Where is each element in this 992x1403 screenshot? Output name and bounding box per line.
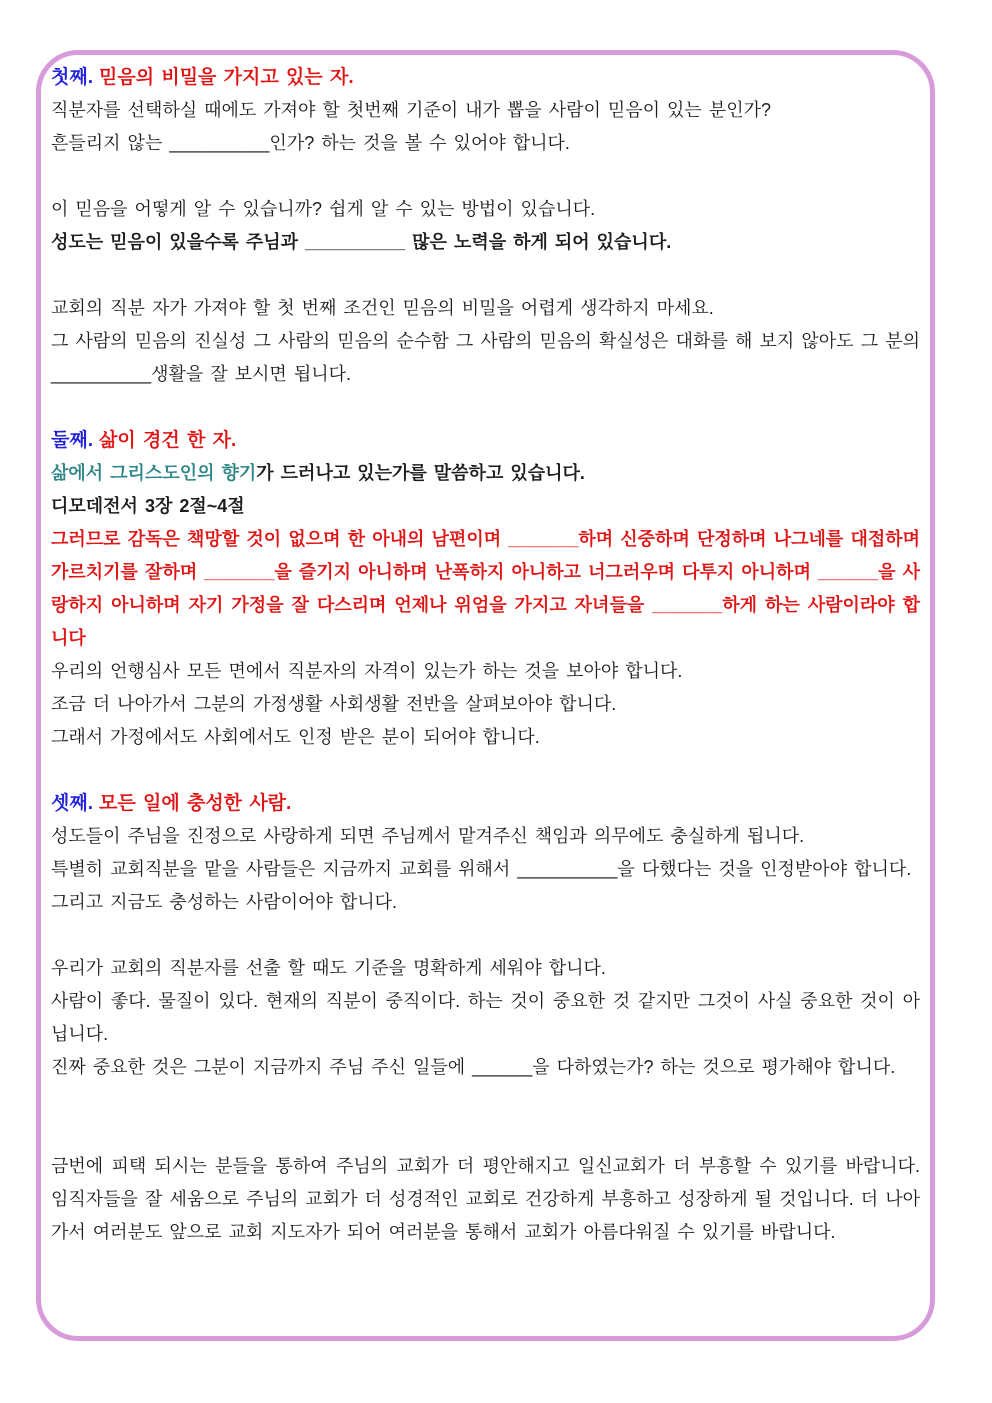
section2-heading-number: 둘째. (51, 430, 93, 451)
section2-lead-rest: 가 드러나고 있는가를 말씀하고 있습니다. (256, 463, 585, 483)
blank-line (51, 391, 920, 424)
section2-paragraph-2: 조금 더 나아가서 그분의 가정생활 사회생활 전반을 살펴보아야 합니다. (51, 694, 617, 714)
section1-paragraph-2-with-blank: 흔들리지 않는 __________인가? 하는 것을 볼 수 있어야 합니다. (51, 133, 570, 153)
section1-paragraph-3: 이 믿음을 어떻게 알 수 있습니까? 쉽게 알 수 있는 방법이 있습니다. (51, 199, 596, 219)
blank-line (51, 160, 920, 193)
section3-paragraph-4: 우리가 교회의 직분자를 선출 할 때도 기준을 명확하게 세워야 합니다. (51, 958, 606, 978)
document-body (51, 61, 920, 1249)
section2-paragraph-1: 우리의 언행심사 모든 면에서 직분자의 자격이 있는가 하는 것을 보아야 합니다. (51, 661, 683, 681)
scripture-text-with-blanks: 그러므로 감독은 책망할 것이 없으며 한 아내의 남편이며 _______하며 신중하며 단정하며 나그네를 대접하며 가르치기를 잘하며 _______을 즐기지 아니하며 난폭하지 아니하고 너그러우며 다투지 아니하며 ______을 사랑하지 아니하며 자기 가정을 잘 다스리며 언제나 위엄을 가지고 자녀들을 _______하게 하는 사람이라야 합니다 (51, 529, 920, 648)
section3-paragraph-3: 그리고 지금도 충성하는 사람이어야 합니다. (51, 892, 397, 912)
section1-heading (51, 61, 920, 94)
section3-paragraph-5: 사람이 좋다. 물질이 있다. 현재의 직분이 중직이다. 하는 것이 중요한 것 같지만 그것이 사실 중요한 것이 아닙니다. (51, 991, 920, 1044)
blank-line (51, 754, 920, 787)
page-frame (36, 50, 935, 1341)
section1-paragraph-1: 직분자를 선택하실 때에도 가져야 할 첫번째 기준이 내가 뽑을 사람이 믿음이 있는 분인가? (51, 100, 771, 120)
blank-line (51, 1084, 920, 1117)
section2-paragraph-3: 그래서 가정에서도 사회에서도 인정 받은 분이 되어야 합니다. (51, 727, 540, 747)
section2-lead-teal-phrase: 삶에서 그리스도인의 향기 (51, 463, 257, 483)
scripture-reference: 디모데전서 3장 2절~4절 (51, 496, 245, 516)
section3-heading-number: 셋째. (51, 793, 93, 814)
section1-paragraph-6-with-blank: 그 사람의 믿음의 진실성 그 사람의 믿음의 순수함 그 사람의 믿음의 확실성은 대화를 해 보지 않아도 그 분의 __________생활을 잘 보시면 됩니다. (51, 331, 920, 384)
section2-lead-line (51, 457, 920, 490)
closing-paragraph: 금번에 피택 되시는 분들을 통하여 주님의 교회가 더 평안해지고 일신교회가 더 부흥할 수 있기를 바랍니다. 임직자들을 잘 세움으로 주님의 교회가 더 성경적인 교회로 건강하게 부흥하고 성장하게 될 것입니다. 더 나아가서 여러분도 앞으로 교회 지도자가 되어 여러분을 통해서 교회가 아름다워질 수 있기를 바랍니다. (51, 1156, 920, 1242)
section2-heading-title: 삶이 경건 한 자. (99, 430, 237, 451)
section3-paragraph-1: 성도들이 주님을 진정으로 사랑하게 되면 주님께서 맡겨주신 책임과 의무에도 충실하게 됩니다. (51, 826, 805, 846)
section3-heading-title: 모든 일에 충성한 사람. (99, 793, 292, 814)
blank-line (51, 1117, 920, 1150)
section1-heading-number: 첫째. (51, 67, 93, 88)
blank-line (51, 919, 920, 952)
section3-heading (51, 787, 920, 820)
section1-paragraph-4-bold: 성도는 믿음이 있을수록 주님과 __________ 많은 노력을 하게 되어 있습니다. (51, 232, 672, 252)
section2-heading (51, 424, 920, 457)
section1-paragraph-5: 교회의 직분 자가 가져야 할 첫 번째 조건인 믿음의 비밀을 어렵게 생각하지 마세요. (51, 298, 714, 318)
section1-heading-title: 믿음의 비밀을 가지고 있는 자. (99, 67, 354, 88)
section3-paragraph-2-with-blank: 특별히 교회직분을 맡을 사람들은 지금까지 교회를 위해서 __________을 다했다는 것을 인정받아야 합니다. (51, 859, 912, 879)
blank-line (51, 259, 920, 292)
section3-paragraph-6-with-blank: 진짜 중요한 것은 그분이 지금까지 주님 주신 일들에 ______을 다하였는가? 하는 것으로 평가해야 합니다. (51, 1057, 896, 1077)
